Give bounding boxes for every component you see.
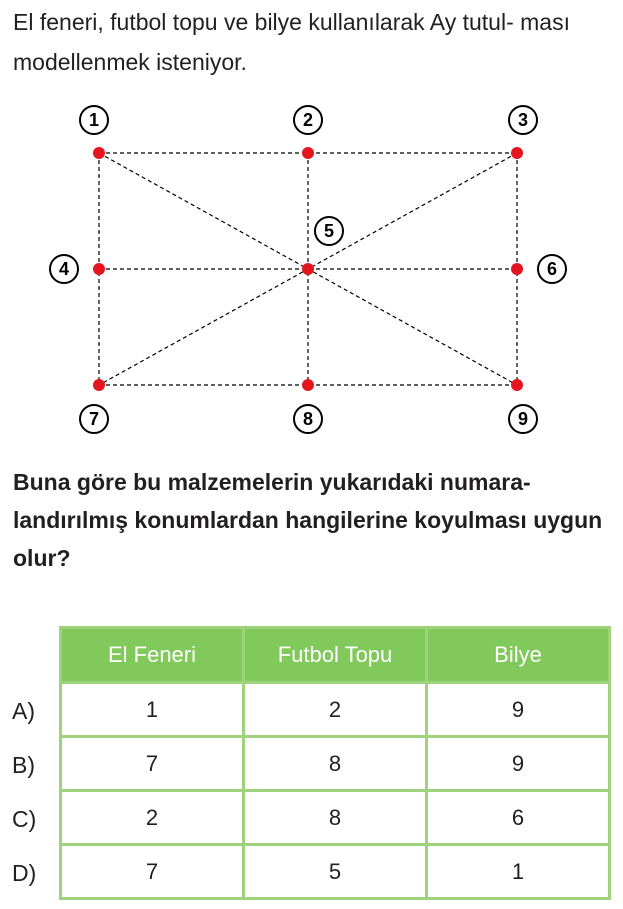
table-cell: 1: [61, 683, 244, 737]
table-cell: 6: [427, 791, 610, 845]
table-row: [61, 737, 610, 791]
table-row: [61, 791, 610, 845]
choice-label-a: A): [12, 698, 35, 724]
answer-table: [59, 626, 611, 900]
label-1: 1: [88, 110, 100, 130]
table-cell: 8: [244, 791, 427, 845]
choice-label-b: B): [12, 752, 35, 778]
position-diagram: [0, 95, 623, 445]
header-el-feneri: El Feneri: [61, 628, 244, 683]
point-2: [302, 147, 314, 159]
table-cell: 8: [244, 737, 427, 791]
table-row: [61, 845, 610, 899]
point-9: [511, 379, 523, 391]
point-7: [93, 379, 105, 391]
intro-text: El feneri, futbol topu ve bilye kullanılarak Ay tutul- ması modellenmek isteniyor.: [13, 9, 570, 75]
header-futbol-topu: Futbol Topu: [244, 628, 427, 683]
label-6: 6: [546, 259, 558, 279]
table-cell: 9: [427, 683, 610, 737]
table-header-row: [61, 628, 610, 683]
table-cell: 1: [427, 845, 610, 899]
point-5: [302, 263, 314, 275]
table-cell: 2: [244, 683, 427, 737]
table-cell: 7: [61, 845, 244, 899]
label-7: 7: [88, 409, 100, 429]
point-3: [511, 147, 523, 159]
table-cell: 5: [244, 845, 427, 899]
point-1: [93, 147, 105, 159]
table-cell: 2: [61, 791, 244, 845]
label-8: 8: [302, 409, 314, 429]
label-3: 3: [517, 110, 529, 130]
label-9: 9: [517, 409, 529, 429]
header-bilye: Bilye: [427, 628, 610, 683]
table-cell: 7: [61, 737, 244, 791]
point-4: [93, 263, 105, 275]
choice-label-c: C): [12, 806, 37, 832]
question-text: Buna göre bu malzemelerin yukarıdaki numara- landırılmış konumlardan hangilerine koyulması uygun olur?: [13, 469, 603, 571]
choice-label-d: D): [12, 860, 37, 886]
point-6: [511, 263, 523, 275]
table-row: [61, 683, 610, 737]
label-5: 5: [323, 221, 335, 241]
label-4: 4: [58, 259, 70, 279]
table-cell: 9: [427, 737, 610, 791]
point-8: [302, 379, 314, 391]
label-2: 2: [302, 110, 314, 130]
